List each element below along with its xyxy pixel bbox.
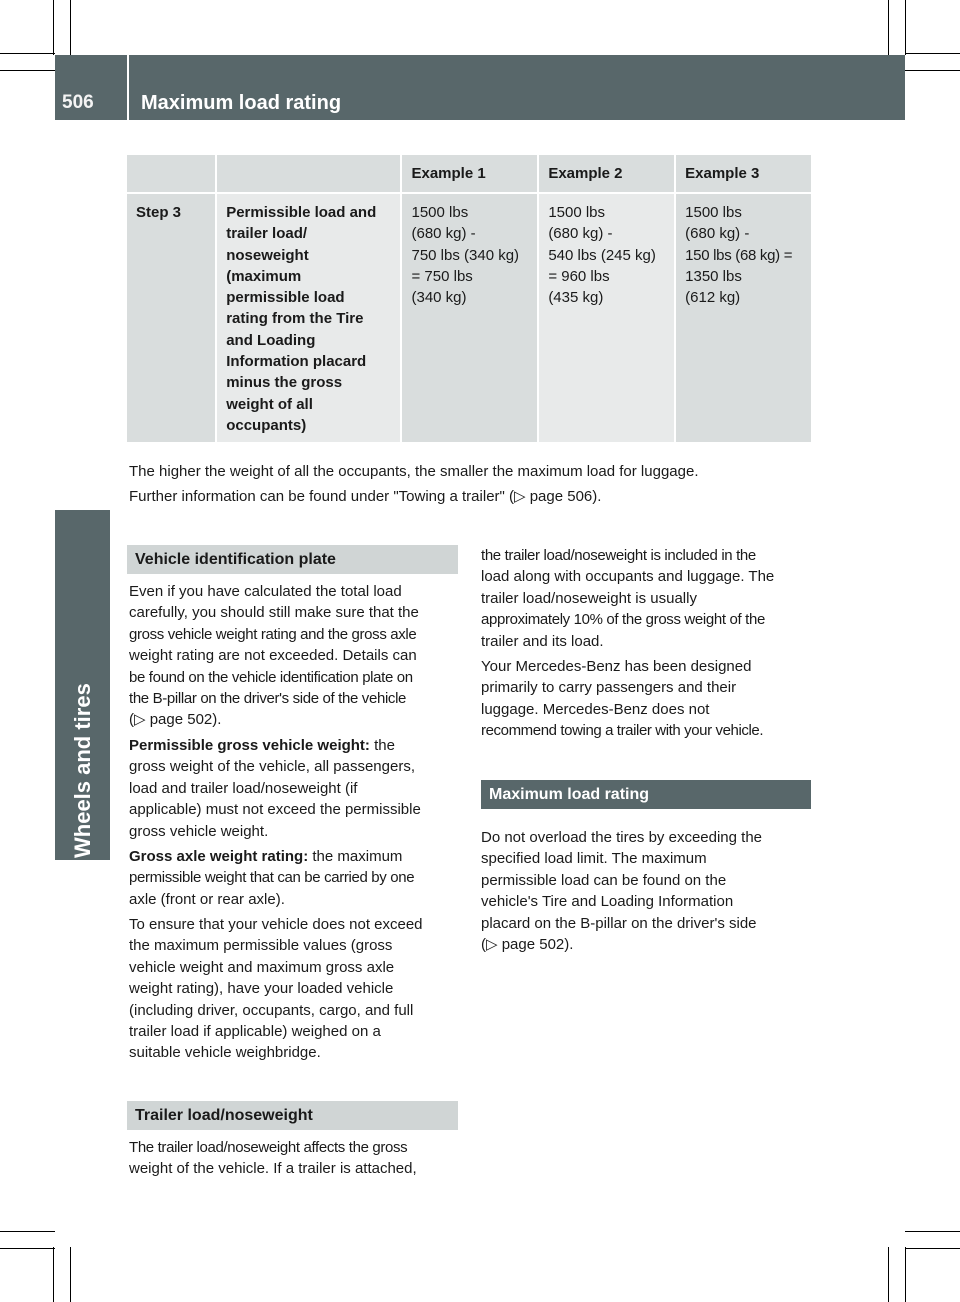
text-line: primarily to carry passengers and their <box>481 679 737 697</box>
crop-mark <box>0 1231 55 1232</box>
value-line: 1350 lbs <box>685 267 742 285</box>
text-line: load and trailer load/noseweight (if <box>129 779 358 797</box>
text-line: permissible load can be found on the <box>481 871 727 889</box>
text-line: trailer and its load. <box>481 632 604 650</box>
text-line: weight of the vehicle. If a trailer is attached, <box>129 1160 417 1178</box>
text-line: vehicle weight and maximum gross axle <box>129 958 395 976</box>
gaw-label: Gross axle weight rating: <box>129 848 309 865</box>
text-line: axle (front or rear axle). <box>129 890 285 908</box>
crop-mark <box>905 1231 960 1232</box>
section-heading-trailer: Trailer load/noseweight <box>127 1101 458 1130</box>
description-line: weight of all <box>226 395 313 413</box>
crop-mark <box>905 53 960 54</box>
page-number: 506 <box>62 92 94 113</box>
text-line: Even if you have calculated the total load <box>129 583 402 600</box>
value-line: 1500 lbs <box>548 204 606 221</box>
value-line: 750 lbs (340 kg) <box>411 246 520 264</box>
crop-mark <box>0 53 55 54</box>
value-line: (435 kg) <box>548 289 604 307</box>
text-line: gross weight of the vehicle, all passengers, <box>129 758 415 776</box>
crop-mark <box>905 0 906 55</box>
text-line: (including driver, occupants, cargo, and full <box>129 1001 414 1019</box>
section-heading-vehicle-plate: Vehicle identification plate <box>127 545 458 574</box>
example-2-cell <box>538 193 675 442</box>
description-line: permissible load <box>226 289 345 307</box>
description-cell <box>216 193 401 442</box>
gvw-label: Permissible gross vehicle weight: <box>129 737 370 754</box>
table-header-cell <box>127 155 216 193</box>
value-line: 1500 lbs <box>411 204 469 221</box>
text-line: Your Mercedes-Benz has been designed <box>481 658 752 675</box>
crop-mark <box>70 0 71 55</box>
crop-mark <box>888 0 889 55</box>
header-divider <box>127 55 129 120</box>
text-line: trailer load/noseweight is usually <box>481 589 697 607</box>
text-line: Do not overload the tires by exceeding the <box>481 829 763 846</box>
description-line: occupants) <box>226 416 307 434</box>
text-line: specified load limit. The maximum <box>481 850 707 868</box>
trailer-paragraph <box>129 1137 460 1180</box>
text-line: weight rating), have your loaded vehicle <box>129 980 394 998</box>
section-heading-max-load: Maximum load rating <box>481 780 811 809</box>
text-line: the maximum permissible values (gross <box>129 937 393 955</box>
vehicle-plate-paragraph <box>129 581 460 731</box>
max-load-paragraph <box>481 827 813 955</box>
text-line: luggage. Mercedes-Benz does not <box>481 700 710 718</box>
description-line: (maximum <box>226 267 302 285</box>
trailer-continued-paragraph <box>481 545 813 652</box>
description-line: noseweight <box>226 246 309 264</box>
crop-mark <box>905 70 960 71</box>
intro-line: The higher the weight of all the occupants, the smaller the maximum load for luggage. <box>129 463 699 480</box>
chapter-tab-label: Wheels and tires <box>70 683 95 858</box>
text-line: the B-pillar on the driver's side of the vehicle <box>129 690 407 708</box>
text-line: the maximum <box>308 848 403 865</box>
crop-mark <box>53 0 54 55</box>
text-line: (▷ page 502). <box>129 711 222 729</box>
intro-line-link: Further information can be found under "Towing a trailer" (▷ page 506). <box>129 488 602 505</box>
table-header-cell <box>216 155 401 193</box>
table-row <box>127 193 811 442</box>
description-line: and Loading <box>226 331 316 349</box>
text-line: placard on the B-pillar on the driver's side <box>481 914 757 932</box>
text-line: vehicle's Tire and Loading Information <box>481 893 734 911</box>
description-line: rating from the Tire <box>226 310 364 328</box>
load-table <box>127 155 811 442</box>
page-title: Maximum load rating <box>141 92 342 114</box>
text-line: The trailer load/noseweight affects the gross <box>129 1139 408 1156</box>
description-line: Permissible load and <box>226 204 377 221</box>
text-line: weight rating are not exceeded. Details can <box>129 647 417 665</box>
designed-for-paragraph <box>481 656 813 742</box>
value-line: 150 lbs (68 kg) = <box>685 246 793 264</box>
example-3-cell <box>675 193 811 442</box>
step-cell: Step 3 <box>127 193 216 442</box>
value-line: (680 kg) - <box>411 225 476 243</box>
text-line: the <box>369 737 395 754</box>
text-line: trailer load if applicable) weighed on a <box>129 1023 381 1041</box>
text-line: suitable vehicle weighbridge. <box>129 1044 321 1062</box>
chapter-tab-label-wrap <box>66 512 100 858</box>
crop-mark <box>0 1248 55 1249</box>
crop-mark <box>53 1247 54 1302</box>
value-line: (680 kg) - <box>685 225 750 243</box>
text-line: (▷ page 502). <box>481 936 574 954</box>
value-line: (612 kg) <box>685 289 741 307</box>
value-line: 540 lbs (245 kg) <box>548 246 656 264</box>
value-line: = 960 lbs <box>548 267 610 285</box>
table-header-cell: Example 1 <box>401 155 538 193</box>
text-line: approximately 10% of the gross weight of the <box>481 611 765 629</box>
value-line: (680 kg) - <box>548 225 613 243</box>
text-line: recommend towing a trailer with your vehicle. <box>481 722 764 740</box>
weighbridge-paragraph <box>129 914 460 1064</box>
text-line: load along with occupants and luggage. The <box>481 568 775 586</box>
value-line: = 750 lbs <box>411 267 473 285</box>
text-line: To ensure that your vehicle does not exceed <box>129 916 423 933</box>
text-line: the trailer load/noseweight is included in the <box>481 547 756 564</box>
crop-mark <box>905 1248 960 1249</box>
table-header-row <box>127 155 811 193</box>
gvw-paragraph <box>129 735 460 842</box>
crop-mark <box>888 1247 889 1302</box>
table-header-cell: Example 2 <box>538 155 675 193</box>
text-line: gross vehicle weight rating and the gross axle <box>129 625 417 643</box>
value-line: 1500 lbs <box>685 204 742 221</box>
description-line: Information placard <box>226 353 367 371</box>
text-line: be found on the vehicle identification plate on <box>129 668 413 686</box>
description-line: minus the gross <box>226 374 343 392</box>
value-line: (340 kg) <box>411 289 467 307</box>
crop-mark <box>0 70 55 71</box>
text-line: applicable) must not exceed the permissible <box>129 801 421 819</box>
table-header-cell: Example 3 <box>675 155 811 193</box>
gaw-paragraph <box>129 846 460 910</box>
crop-mark <box>905 1247 906 1302</box>
text-line: gross vehicle weight. <box>129 822 269 840</box>
description-line: trailer load/ <box>226 225 308 243</box>
crop-mark <box>70 1247 71 1302</box>
text-line: permissible weight that can be carried by one <box>129 869 415 887</box>
text-line: carefully, you should still make sure that the <box>129 604 419 622</box>
example-1-cell <box>401 193 538 442</box>
